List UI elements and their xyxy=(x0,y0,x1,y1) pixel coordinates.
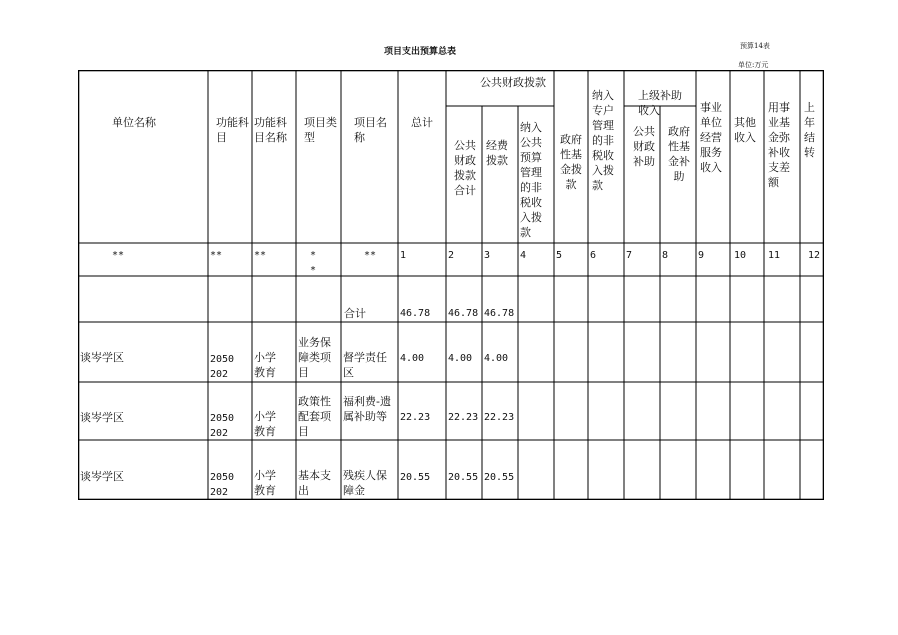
form-number: 预算14表 xyxy=(740,42,770,50)
header-other-income: 其他收入 xyxy=(734,116,756,144)
header-unit-name: 单位名称 xyxy=(112,116,156,129)
marker-col-9: 9 xyxy=(698,250,705,261)
table-row-1-func: 小学教育 xyxy=(254,351,276,379)
marker-func: ** xyxy=(254,250,267,261)
table-row-1-public-fiscal: 4.00 xyxy=(448,353,473,364)
marker-col-11: 11 xyxy=(768,250,781,261)
table-row-1-operating: 4.00 xyxy=(484,353,509,364)
table-row-3-name: 残疾人保障金 xyxy=(343,469,387,497)
table-row-3-func: 小学教育 xyxy=(254,469,276,497)
marker-col-2: 2 xyxy=(448,250,455,261)
table-row-2-total: 22.23 xyxy=(400,412,431,423)
header-superior-subsidy-group: 上级补助收入 xyxy=(638,89,682,117)
header-function-code: 功能科目 xyxy=(216,116,249,144)
header-gov-fund: 政府性基金拨款 xyxy=(560,133,582,191)
marker-col-6: 6 xyxy=(590,250,597,261)
budget-table xyxy=(78,70,824,500)
total-row-total: 46.78 xyxy=(400,308,431,319)
header-total: 总计 xyxy=(411,116,433,129)
table-row-2-unit: 谈岑学区 xyxy=(80,411,124,424)
header-function-name: 功能科目名称 xyxy=(254,116,287,144)
table-row-1-unit: 谈岑学区 xyxy=(80,351,124,364)
table-row-1-name: 督学责任区 xyxy=(343,351,387,379)
table-row-3-total: 20.55 xyxy=(400,472,431,483)
table-row-2-name: 福利费-遗属补助等 xyxy=(343,395,391,423)
header-fund-offset: 用事业基金弥补收支差额 xyxy=(768,101,790,189)
table-row-3-unit: 谈岑学区 xyxy=(80,470,124,483)
table-row-3-public-fiscal: 20.55 xyxy=(448,472,479,483)
header-nontax-public-budget: 纳入公共预算管理的非税收入拨款 xyxy=(520,121,542,239)
header-project-type: 项目类型 xyxy=(304,116,337,144)
header-project-name: 项目名称 xyxy=(354,116,387,144)
unit-label: 单位:万元 xyxy=(738,61,769,69)
marker-unit: ** xyxy=(112,250,125,261)
header-superior-public: 公共财政补助 xyxy=(633,125,655,168)
header-special-nontax: 纳入专户管理的非税收入拨款 xyxy=(592,89,614,192)
table-row-3-type: 基本支出 xyxy=(298,469,331,497)
table-row-1-total: 4.00 xyxy=(400,353,425,364)
table-row-2-type: 政策性配套项目 xyxy=(298,395,331,438)
marker-col-8: 8 xyxy=(662,250,669,261)
table-row-2-public-fiscal: 22.23 xyxy=(448,412,479,423)
page-title: 项目支出预算总表 xyxy=(384,47,457,57)
total-row-label: 合计 xyxy=(344,307,366,320)
total-row-operating: 46.78 xyxy=(484,308,515,319)
header-public-fiscal-total: 公共财政拨款合计 xyxy=(454,139,476,197)
marker-col-10: 10 xyxy=(734,250,747,261)
table-row-3-operating: 20.55 xyxy=(484,472,515,483)
marker-col-12: 12 xyxy=(808,250,821,261)
header-superior-gov-fund: 政府性基金补助 xyxy=(668,125,690,183)
header-business-income: 事业单位经营服务收入 xyxy=(700,101,722,174)
header-carryover: 上年结转 xyxy=(804,101,815,159)
header-operating-funds: 经费拨款 xyxy=(486,139,508,167)
marker-code: ** xyxy=(210,250,223,261)
marker-col-7: 7 xyxy=(626,250,633,261)
marker-name: ** xyxy=(364,250,377,261)
total-row-public-fiscal: 46.78 xyxy=(448,308,479,319)
table-row-3-code: 2050202 xyxy=(210,472,235,498)
marker-col-5: 5 xyxy=(556,250,563,261)
header-public-fiscal-group: 公共财政拨款 xyxy=(480,76,546,89)
marker-col-3: 3 xyxy=(484,250,491,261)
table-row-1-type: 业务保障类项目 xyxy=(298,336,331,379)
table-row-2-func: 小学教育 xyxy=(254,410,276,438)
table-row-2-code: 2050202 xyxy=(210,413,235,439)
marker-col-4: 4 xyxy=(520,250,527,261)
marker-type: ** xyxy=(310,250,317,276)
table-row-2-operating: 22.23 xyxy=(484,412,515,423)
table-row-1-code: 2050202 xyxy=(210,354,235,380)
marker-col-1: 1 xyxy=(400,250,407,261)
